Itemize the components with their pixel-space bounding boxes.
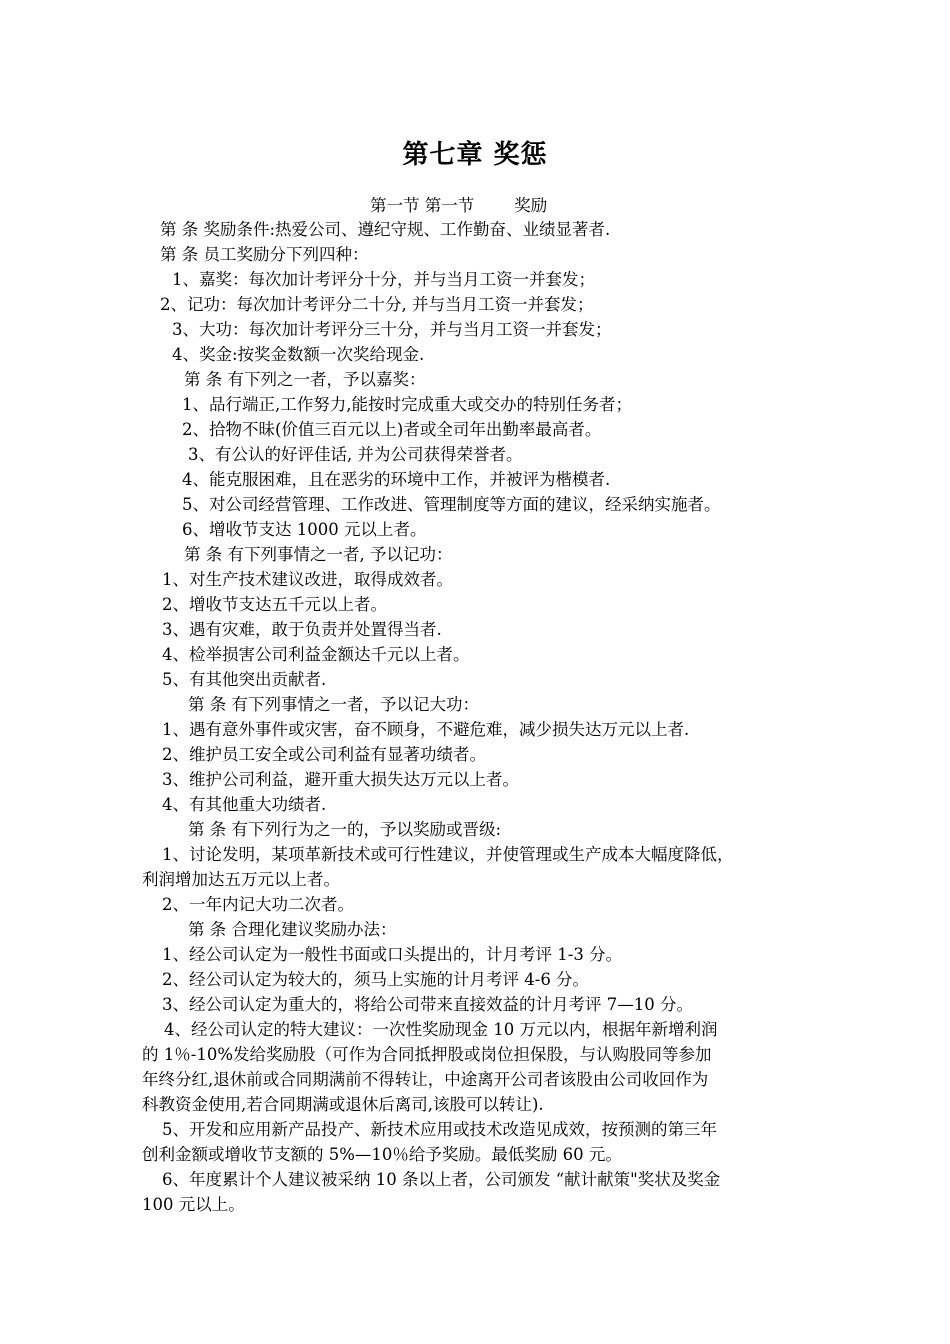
list-item: 3、大功：每次加计考评分三十分，并与当月工资一并套发； [172, 320, 612, 339]
list-item-continuation: 创利金额或增收节支额的 5%—10％给予奖励。最低奖励 60 元。 [142, 1145, 622, 1164]
list-item: 6、增收节支达 1000 元以上者。 [182, 520, 427, 539]
list-item: 3、维护公司利益，避开重大损失达万元以上者。 [162, 770, 519, 789]
list-item: 6、年度累计个人建议被采纳 10 条以上者，公司颁发 “献计献策"奖状及奖金 [162, 1170, 721, 1189]
list-item: 2、经公司认定为较大的，须马上实施的计月考评 4-6 分。 [162, 970, 590, 989]
list-item: 5、开发和应用新产品投产、新技术应用或技术改造见成效，按预测的第三年 [162, 1120, 717, 1139]
article-promotion: 第 条 有下列行为之一的，予以奖励或晋级: [188, 820, 502, 839]
list-item: 1、嘉奖：每次加计考评分十分，并与当月工资一并套发； [172, 270, 595, 289]
chapter-title: 第七章 奖惩 [402, 140, 548, 170]
list-item: 1、讨论发明，某项革新技术或可行性建议，并使管理或生产成本大幅度降低， [162, 845, 734, 864]
list-item: 3、经公司认定为重大的，将给公司带来直接效益的计月考评 7—10 分。 [162, 995, 693, 1014]
list-item: 5、对公司经营管理、工作改进、管理制度等方面的建议，经采纳实施者。 [182, 495, 721, 514]
list-item: 1、品行端正,工作努力,能按时完成重大或交办的特别任务者； [182, 395, 632, 414]
list-item: 2、拾物不昧(价值三百元以上)者或全司年出勤率最高者。 [182, 420, 602, 439]
article-reward-conditions: 第 条 奖励条件:热爱公司、遵纪守规、工作勤奋、业绩显著者. [160, 220, 611, 239]
list-item-continuation: 利润增加达五万元以上者。 [142, 870, 340, 889]
list-item: 2、记功：每次加计考评分二十分, 并与当月工资一并套发； [160, 295, 594, 314]
article-major-merit: 第 条 有下列事情之一者，予以记大功： [188, 695, 479, 714]
list-item: 5、有其他突出贡献者. [162, 670, 327, 689]
list-item: 1、遇有意外事件或灾害，奋不顾身，不避危难，减少损失达万元以上者. [162, 720, 690, 739]
section-heading [370, 194, 547, 218]
list-item: 4、有其他重大功绩者. [162, 795, 327, 814]
list-item: 2、增收节支达五千元以上者。 [162, 595, 387, 614]
list-item-continuation: 年终分红,退休前或合同期满前不得转让，中途离开公司者该股由公司收回作为 [142, 1070, 709, 1089]
list-item-continuation: 科教资金使用,若合同期满或退休后离司,该股可以转让). [142, 1095, 544, 1114]
list-item: 3、有公认的好评佳话, 并为公司获得荣誉者。 [188, 445, 523, 464]
list-item-continuation: 的 1％-10%发给奖励股（可作为合同抵押股或岗位担保股，与认购股同等参加 [142, 1045, 712, 1064]
list-item: 2、维护员工安全或公司利益有显著功绩者。 [162, 745, 486, 764]
article-merit: 第 条 有下列事情之一者, 予以记功： [184, 545, 453, 564]
list-item: 4、奖金:按奖金数额一次奖给现金. [172, 345, 425, 364]
article-reward-types: 第 条 员工奖励分下列四种： [160, 245, 369, 264]
section-heading-left: 第一节 第一节 [370, 196, 475, 215]
article-commendation: 第 条 有下列之一者，予以嘉奖： [184, 370, 426, 389]
list-item: 1、对生产技术建议改进，取得成效者。 [162, 570, 453, 589]
section-heading-right: 奖励 [514, 196, 548, 215]
list-item: 1、经公司认定为一般性书面或口头提出的，计月考评 1-3 分。 [162, 945, 623, 964]
list-item: 4、经公司认定的特大建议：一次性奖励现金 10 万元以内，根据年新增利润 [164, 1020, 718, 1039]
list-item: 4、能克服困难，且在恶劣的环境中工作，并被评为楷模者. [182, 470, 611, 489]
list-item: 2、一年内记大功二次者。 [162, 895, 354, 914]
list-item-continuation: 100 元以上。 [142, 1195, 245, 1214]
article-suggestion-rewards: 第 条 合理化建议奖励办法： [188, 920, 397, 939]
list-item: 3、遇有灾难，敢于负责并处置得当者. [162, 620, 442, 639]
list-item: 4、检举损害公司利益金额达千元以上者。 [162, 645, 470, 664]
